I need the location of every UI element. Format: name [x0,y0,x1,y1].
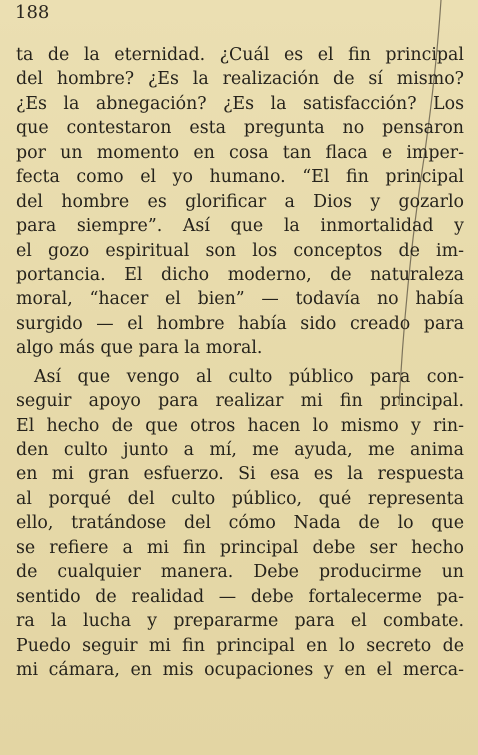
paragraph-1 [16,43,464,361]
paragraph-2 [16,365,464,683]
text-line: mi cámara, en mis ocupaciones y en el merca- [16,659,464,680]
text-line: ello, tratándose del cómo Nada de lo que [16,513,464,534]
text-line: seguir apoyo para realizar mi fin principal. [16,391,464,412]
text-line: ta de la eternidad. ¿Cuál es el fin principal [16,45,464,65]
text-line: ¿Es la abnegación? ¿Es la satisfacción? Los [16,93,464,114]
text-line: El hecho de que otros hacen lo mismo y rin- [16,415,464,436]
text-line: Así que vengo al culto público para con- [34,366,464,387]
text-line: de cualquier manera. Debe producirme un [16,562,464,583]
text-line: Puedo seguir mi fin principal en lo secreto de [16,635,464,656]
page-number: 188 [15,2,50,23]
text-line: surgido — el hombre había sido creado para [16,313,464,334]
text-line: fecta como el yo humano. “El fin principal [16,167,464,188]
text-line: algo más que para la moral. [16,338,263,359]
text-line: den culto junto a mí, me ayuda, me anima [16,440,464,460]
body-text [16,43,464,682]
text-line: portancia. El dicho moderno, de naturaleza [16,264,464,285]
text-line: se refiere a mi fin principal debe ser hecho [16,537,464,558]
text-line: por un momento en cosa tan flaca e imper- [16,142,464,163]
text-line: para siempre”. Así que la inmortalidad y [16,216,464,237]
text-line: sentido de realidad — debe fortalecerme pa- [16,586,464,607]
text-line: en mi gran esfuerzo. Si esa es la respuesta [16,464,464,485]
text-line: moral, “hacer el bien” — todavía no había [16,289,464,310]
text-line: que contestaron esta pregunta no pensaron [16,118,464,139]
text-line: ra la lucha y prepararme para el combate. [16,611,464,632]
text-line: del hombre? ¿Es la realización de sí mismo? [16,69,464,90]
text-line: el gozo espiritual son los conceptos de im- [16,240,464,261]
text-line: al porqué del culto público, qué representa [16,488,464,509]
text-line: del hombre es glorificar a Dios y gozarlo [16,191,464,212]
